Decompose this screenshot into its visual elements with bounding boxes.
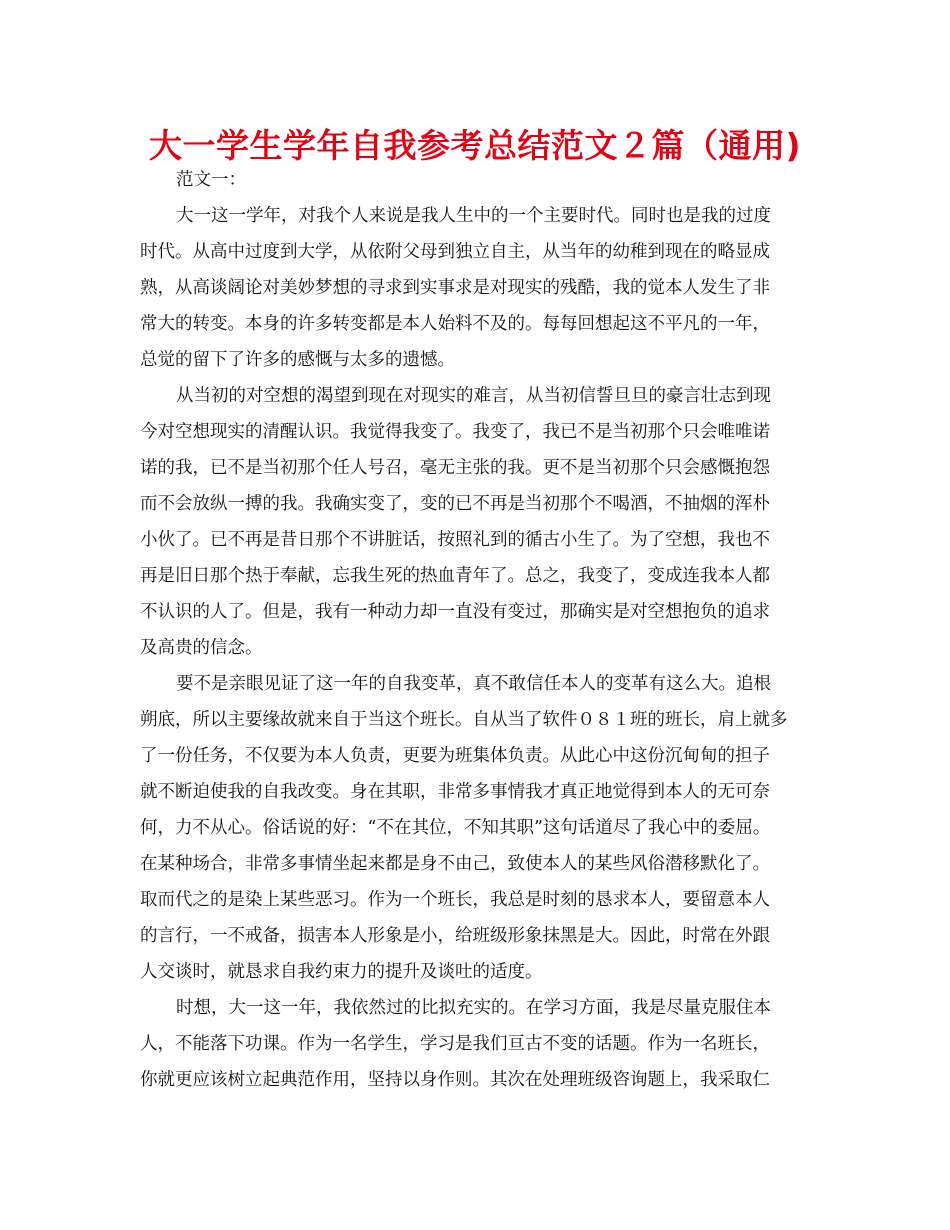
paragraph-line: 不认识的人了。但是，我有一种动力却一直没有变过，那确实是对空想抱负的追求 — [140, 602, 770, 622]
paragraph-line: 时想，大一这一年，我依然过的比拟充实的。在学习方面，我是尽量克服住本 — [176, 998, 771, 1018]
document-body — [140, 162, 812, 1098]
paragraph-line: 常大的转变。本身的许多转变都是本人始料不及的。每每回想起这不平凡的一年， — [140, 314, 770, 334]
paragraph-line: 今对空想现实的清醒认识。我觉得我变了。我变了，我已不是当初那个只会唯唯诺 — [140, 422, 770, 442]
paragraph-line: 及高贵的信念。 — [140, 638, 263, 658]
paragraph-line: 朔底，所以主要缘故就来自于当这个班长。自从当了软件０８１班的班长，肩上就多 — [140, 710, 788, 730]
paragraph-line: 要不是亲眼见证了这一年的自我变革，真不敢信任本人的变革有这么大。追根 — [176, 674, 771, 694]
paragraph-line: 了一份任务，不仅要为本人负责，更要为班集体负责。从此心中这份沉甸甸的担子 — [140, 746, 770, 766]
paragraph-line: 何，力不从心。俗话说的好：“不在其位，不知其职”这句话道尽了我心中的委屈。 — [140, 818, 771, 838]
paragraph-line: 人，不能落下功课。作为一名学生，学习是我们亘古不变的话题。作为一名班长， — [140, 1034, 770, 1054]
section-heading: 范文一： — [176, 170, 246, 190]
paragraph-line: 再是旧日那个热于奉献，忘我生死的热血青年了。总之，我变了，变成连我本人都 — [140, 566, 770, 586]
paragraph-line: 熟，从高谈阔论对美妙梦想的寻求到实事求是对现实的残酷，我的觉本人发生了非 — [140, 278, 770, 298]
paragraph-line: 就不断迫使我的自我改变。身在其职，非常多事情我才真正地觉得到本人的无可奈 — [140, 782, 770, 802]
paragraph-line: 大一这一学年，对我个人来说是我人生中的一个主要时代。同时也是我的过度 — [176, 206, 771, 226]
paragraph-line: 从当初的对空想的渴望到现在对现实的难言，从当初信誓旦旦的豪言壮志到现 — [176, 386, 771, 406]
paragraph-line: 诺的我，已不是当初那个任人号召，毫无主张的我。更不是当初那个只会感慨抱怨 — [140, 458, 770, 478]
paragraph-line: 取而代之的是染上某些恶习。作为一个班长，我总是时刻的恳求本人，要留意本人 — [140, 890, 770, 910]
document-title: 大一学生学年自我参考总结范文２篇（通用) — [148, 126, 802, 165]
paragraph-line: 时代。从高中过度到大学，从依附父母到独立自主，从当年的幼稚到现在的略显成 — [140, 242, 770, 262]
paragraph-line: 而不会放纵一搏的我。我确实变了，变的已不再是当初那个不喝酒，不抽烟的浑朴 — [140, 494, 770, 514]
paragraph-line: 总觉的留下了许多的感慨与太多的遗憾。 — [140, 350, 455, 370]
paragraph-line: 小伙了。已不再是昔日那个不讲脏话，按照礼到的循古小生了。为了空想，我也不 — [140, 530, 770, 550]
paragraph-line: 人交谈时，就恳求自我约束力的提升及谈吐的适度。 — [140, 962, 543, 982]
paragraph-line: 你就更应该树立起典范作用，坚持以身作则。其次在处理班级咨询题上，我采取仁 — [140, 1070, 770, 1090]
paragraph-line: 的言行，一不戒备，损害本人形象是小，给班级形象抹黑是大。因此，时常在外跟 — [140, 926, 770, 946]
paragraph-line: 在某种场合，非常多事情坐起来都是身不由己，致使本人的某些风俗潜移默化了。 — [140, 854, 770, 874]
